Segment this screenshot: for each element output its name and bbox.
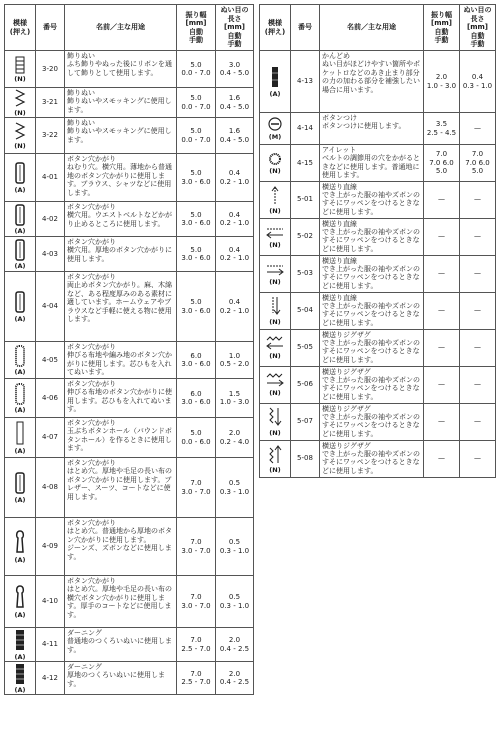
stitch-length: — <box>460 403 496 440</box>
pattern-cell <box>5 342 36 379</box>
stitch-length: 1.6 0.4 - 5.0 <box>216 88 254 118</box>
arrow-down-icon <box>260 296 290 318</box>
header-length: ぬい目の 長さ [mm] 自動 手動 <box>216 5 254 51</box>
stitch-number: 4-11 <box>36 628 65 662</box>
presser-foot-label: (A) <box>14 227 26 236</box>
stitch-width: — <box>424 440 460 477</box>
stitch-description: 横送りジグザグ でき上がった服の袖やズボンのすそにワッペンをつけるときなどに使用します。 <box>320 329 424 366</box>
table-row <box>260 218 496 255</box>
table-row <box>5 458 254 518</box>
stitch-description: 横送り直線 でき上がった服の袖やズボンのすそにワッペンをつけるときなどに使用します。 <box>320 292 424 329</box>
presser-foot-label: (A) <box>14 406 26 415</box>
presser-foot-label: (A) <box>14 610 26 619</box>
stitch-description: ボタン穴かがり 横穴用。ウエストベルトなどかがり止めるところに使用します。 <box>65 202 177 237</box>
stitch-length: 7.0 7.0 6.0 5.0 <box>460 145 496 182</box>
stitch-number: 5-06 <box>291 366 320 403</box>
bartack-icon <box>260 66 290 90</box>
keyhole-icon <box>5 585 35 611</box>
stitch-number: 3-22 <box>36 118 65 154</box>
presser-foot-label: (A) <box>14 262 26 271</box>
pattern-cell <box>260 145 291 182</box>
header-pattern: 模様 (押え) <box>260 5 291 51</box>
presser-foot-label: (N) <box>14 108 26 117</box>
stitch-description: ボタン穴かがり 伸びる布地や編み地のボタン穴かがりに使用します。芯ひもを入れてぬいます。 <box>65 342 177 379</box>
presser-foot-label: (A) <box>14 652 26 661</box>
arrow-left-icon <box>260 225 290 241</box>
stitch-description: ダーニング 厚地のつくろいぬいに使用します。 <box>65 662 177 695</box>
pattern-cell <box>5 518 36 576</box>
stitch-length: 0.4 0.2 - 1.0 <box>216 154 254 202</box>
buttonhole-icon <box>5 291 35 315</box>
table-row <box>260 403 496 440</box>
table-row <box>5 118 254 154</box>
stitch-description: 横送りジグザグ でき上がった服の袖やズボンのすそにワッペンをつけるときなどに使用します。 <box>320 403 424 440</box>
stitch-description: ボタン穴かがり はとめ穴。普通地から厚地のボタン穴かがりに使用します。 ジーンズ、ズボンなどに使用します。 <box>65 518 177 576</box>
table-row <box>5 628 254 662</box>
stitch-length: — <box>460 181 496 218</box>
presser-foot-label: (A) <box>14 555 26 564</box>
stitch-width: 5.0 3.0 - 6.0 <box>177 154 216 202</box>
stitch-length: — <box>460 329 496 366</box>
buttonhole-icon <box>5 162 35 186</box>
arrow-right-icon <box>260 262 290 278</box>
table-row <box>260 145 496 182</box>
stitch-number: 4-10 <box>36 576 65 628</box>
pattern-cell <box>5 662 36 695</box>
pattern-cell <box>5 88 36 118</box>
presser-foot-label: (A) <box>269 89 281 98</box>
presser-foot-label: (A) <box>14 446 26 455</box>
buttonhole-icon <box>5 472 35 496</box>
table-row <box>5 342 254 379</box>
header-name: 名前／主な用途 <box>65 5 177 51</box>
pattern-cell <box>5 628 36 662</box>
pattern-cell <box>260 181 291 218</box>
presser-foot-label: (A) <box>14 314 26 323</box>
stitch-description: 横送りジグザグ でき上がった服の袖やズボンのすそにワッペンをつけるときなどに使用します。 <box>320 366 424 403</box>
stitch-length: 0.4 0.2 - 1.0 <box>216 237 254 272</box>
stitch-width: 5.0 0.0 - 6.0 <box>177 418 216 458</box>
stitch-description: ボタンつけ ボタンつけに使用します。 <box>320 113 424 145</box>
presser-foot-label: (N) <box>269 277 281 286</box>
zig-right-icon <box>260 373 290 389</box>
stitch-length: — <box>460 366 496 403</box>
stitch-number: 3-20 <box>36 51 65 88</box>
stitch-number: 4-14 <box>291 113 320 145</box>
zigzag-icon <box>5 89 35 109</box>
stitch-number: 5-04 <box>291 292 320 329</box>
stitch-description: 横送り直線 でき上がった服の袖やズボンのすそにワッペンをつけるときなどに使用します。 <box>320 181 424 218</box>
presser-foot-label: (N) <box>269 206 281 215</box>
table-row <box>260 255 496 292</box>
table-row <box>5 662 254 695</box>
stitch-width: 7.0 2.5 - 7.0 <box>177 662 216 695</box>
table-row <box>260 181 496 218</box>
zig-left-icon <box>260 336 290 352</box>
header-pattern: 模様 (押え) <box>5 5 36 51</box>
pattern-cell <box>260 292 291 329</box>
stitch-description: 横送り直線 でき上がった服の袖やズボンのすそにワッペンをつけるときなどに使用します。 <box>320 218 424 255</box>
stitch-description: かんどめ ぬい目がほどけやすい箇所やポケットロなどのあき止まり部分の力の加わる部分を補強したい場合に用います。 <box>320 51 424 113</box>
stitch-width: 5.0 3.0 - 6.0 <box>177 237 216 272</box>
stitch-description: 横送り直線 でき上がった服の袖やズボンのすそにワッペンをつけるときなどに使用します。 <box>320 255 424 292</box>
zig-up-icon <box>260 444 290 466</box>
table-row <box>260 366 496 403</box>
stitch-number: 4-09 <box>36 518 65 576</box>
pattern-cell <box>5 379 36 418</box>
stitch-width: 6.0 3.0 - 6.0 <box>177 342 216 379</box>
presser-foot-label: (N) <box>269 465 281 474</box>
table-row <box>5 51 254 88</box>
stitch-number: 5-07 <box>291 403 320 440</box>
table-row <box>260 51 496 113</box>
stitch-number: 4-13 <box>291 51 320 113</box>
stitch-width: 2.0 1.0 - 3.0 <box>424 51 460 113</box>
presser-foot-label: (N) <box>14 75 26 84</box>
stitch-width: 5.0 3.0 - 6.0 <box>177 272 216 342</box>
stitch-number: 5-01 <box>291 181 320 218</box>
stitch-table-right <box>259 4 496 478</box>
stitch-number: 4-12 <box>36 662 65 695</box>
presser-foot-label: (N) <box>269 240 281 249</box>
darning-icon <box>5 663 35 687</box>
stitch-width: 5.0 0.0 - 7.0 <box>177 118 216 154</box>
stitch-length: 0.5 0.3 - 1.0 <box>216 458 254 518</box>
stitch-number: 5-02 <box>291 218 320 255</box>
stitch-width: 3.5 2.5 - 4.5 <box>424 113 460 145</box>
header-number: 番号 <box>291 5 320 51</box>
stitch-number: 4-15 <box>291 145 320 182</box>
table-row <box>5 154 254 202</box>
stitch-number: 4-02 <box>36 202 65 237</box>
pattern-cell <box>5 51 36 88</box>
presser-foot-label: (N) <box>269 167 281 176</box>
zigzag-icon <box>5 122 35 142</box>
stitch-number: 4-06 <box>36 379 65 418</box>
stitch-width: 7.0 2.5 - 7.0 <box>177 628 216 662</box>
stitch-length: 1.5 1.0 - 3.0 <box>216 379 254 418</box>
table-header-row <box>5 5 254 51</box>
stitch-description: ボタン穴かがり はとめ穴。厚地や毛足の長い布の横穴ボタン穴かがりに使用します。厚手のコートなどに使用します。 <box>65 576 177 628</box>
stitch-length: 0.5 0.3 - 1.0 <box>216 576 254 628</box>
stitch-description: ボタン穴かがり 横穴用。厚地のボタン穴かがりに使用します。 <box>65 237 177 272</box>
pattern-cell <box>5 458 36 518</box>
stitch-number: 5-05 <box>291 329 320 366</box>
stitch-length: 2.0 0.4 - 2.5 <box>216 662 254 695</box>
table-row <box>5 272 254 342</box>
stitch-length: 0.4 0.3 - 1.0 <box>460 51 496 113</box>
stitch-width: 7.0 3.0 - 7.0 <box>177 576 216 628</box>
stitch-description: ボタン穴かがり 両止めボタン穴かがり。麻、木綿など、ある程度厚みのある素材に適しています。ホームウェアやブラウスなど手軽に使える物に使用します。 <box>65 272 177 342</box>
stitch-number: 4-01 <box>36 154 65 202</box>
stitch-width: 7.0 3.0 - 7.0 <box>177 518 216 576</box>
table-row <box>5 202 254 237</box>
arrow-up-icon <box>260 185 290 207</box>
stitch-number: 4-04 <box>36 272 65 342</box>
satin-icon <box>5 345 35 369</box>
pattern-cell <box>5 576 36 628</box>
presser-foot-label: (N) <box>269 351 281 360</box>
stitch-width: 6.0 3.0 - 6.0 <box>177 379 216 418</box>
table-row <box>260 292 496 329</box>
table-header-row <box>260 5 496 51</box>
buttonhole-icon <box>5 239 35 263</box>
pattern-cell <box>5 202 36 237</box>
stitch-number: 4-08 <box>36 458 65 518</box>
stitch-length: 1.6 0.4 - 5.0 <box>216 118 254 154</box>
stitch-number: 5-03 <box>291 255 320 292</box>
stitch-table-left <box>4 4 254 695</box>
presser-foot-label: (N) <box>269 388 281 397</box>
stitch-length: — <box>460 292 496 329</box>
header-length: ぬい目の 長さ [mm] 自動 手動 <box>460 5 496 51</box>
presser-foot-label: (N) <box>269 428 281 437</box>
table-row <box>5 379 254 418</box>
buttonhole-icon <box>5 204 35 228</box>
header-number: 番号 <box>36 5 65 51</box>
bar-icon <box>5 56 35 76</box>
header-name: 名前／主な用途 <box>320 5 424 51</box>
stitch-description: 飾りぬい 飾りぬいやスモッキングに使用します。 <box>65 88 177 118</box>
stitch-width: 7.0 3.0 - 7.0 <box>177 458 216 518</box>
pattern-cell <box>5 154 36 202</box>
stitch-width: 7.0 7.0 6.0 5.0 <box>424 145 460 182</box>
table-row <box>5 576 254 628</box>
pattern-cell <box>5 118 36 154</box>
stitch-length: 2.0 0.4 - 2.5 <box>216 628 254 662</box>
table-row <box>5 518 254 576</box>
pattern-cell <box>260 440 291 477</box>
stitch-number: 4-03 <box>36 237 65 272</box>
eyelet-icon <box>260 152 290 168</box>
presser-foot-label: (A) <box>14 368 26 377</box>
table-row <box>5 237 254 272</box>
table-row <box>260 440 496 477</box>
stitch-width: — <box>424 218 460 255</box>
table-row <box>5 418 254 458</box>
stitch-description: 飾りぬい ふち飾りやぬった後にリボンを通して飾りとして使用します。 <box>65 51 177 88</box>
stitch-description: 飾りぬい 飾りぬいやスモッキングに使用します。 <box>65 118 177 154</box>
stitch-width: — <box>424 255 460 292</box>
presser-foot-label: (A) <box>14 686 26 695</box>
pattern-cell <box>5 237 36 272</box>
pattern-cell <box>5 272 36 342</box>
stitch-description: ダーニング 普通地のつくろいぬいに使用します。 <box>65 628 177 662</box>
stitch-number: 4-07 <box>36 418 65 458</box>
table-row <box>5 88 254 118</box>
presser-foot-label: (N) <box>14 141 26 150</box>
stitch-description: ボタン穴かがり はとめ穴。厚地や毛足の長い布のボタン穴かがりに使用します。ブレザー、スーツ、コートなどに使用します。 <box>65 458 177 518</box>
pattern-cell <box>260 403 291 440</box>
satin-icon <box>5 383 35 407</box>
stitch-length: — <box>460 440 496 477</box>
stitch-length: 1.0 0.5 - 2.0 <box>216 342 254 379</box>
pattern-cell <box>260 255 291 292</box>
header-width: 振り幅 [mm] 自動 手動 <box>424 5 460 51</box>
stitch-length: 0.4 0.2 - 1.0 <box>216 272 254 342</box>
pattern-cell <box>260 218 291 255</box>
stitch-width: — <box>424 292 460 329</box>
stitch-number: 5-08 <box>291 440 320 477</box>
stitch-width: — <box>424 329 460 366</box>
stitch-length: 2.0 0.2 - 4.0 <box>216 418 254 458</box>
darning-icon <box>5 629 35 653</box>
stitch-length: 3.0 0.4 - 5.0 <box>216 51 254 88</box>
stitch-width: — <box>424 366 460 403</box>
presser-foot-label: (M) <box>268 132 282 141</box>
pattern-cell <box>5 418 36 458</box>
stitch-length: 0.4 0.2 - 1.0 <box>216 202 254 237</box>
stitch-number: 4-05 <box>36 342 65 379</box>
stitch-width: — <box>424 403 460 440</box>
pattern-cell <box>260 329 291 366</box>
header-width: 振り幅 [mm] 自動 手動 <box>177 5 216 51</box>
stitch-description: ボタン穴かがり 玉ぶちボタンホール（バウンドボタンホール）を作るときに使用します。 <box>65 418 177 458</box>
button-sew-icon <box>260 117 290 133</box>
stitch-length: — <box>460 255 496 292</box>
zig-down-icon <box>260 407 290 429</box>
pattern-cell <box>260 51 291 113</box>
stitch-width: 5.0 0.0 - 7.0 <box>177 88 216 118</box>
stitch-description: アイレット ベルトの調節用の穴をかがるときなどに使用します。普通地に使用します。 <box>320 145 424 182</box>
stitch-description: 横送りジグザグ でき上がった服の袖やズボンのすそにワッペンをつけるときなどに使用します。 <box>320 440 424 477</box>
stitch-description: ボタン穴かがり ねむり穴。横穴用。薄地から普通地のボタン穴かがりに使用します。ブラウス、シャツなどに使用します。 <box>65 154 177 202</box>
presser-foot-label: (A) <box>14 495 26 504</box>
rect-icon <box>5 421 35 447</box>
stitch-length: 0.5 0.3 - 1.0 <box>216 518 254 576</box>
keyhole-icon <box>5 530 35 556</box>
presser-foot-label: (A) <box>14 185 26 194</box>
stitch-length: — <box>460 218 496 255</box>
stitch-width: 5.0 0.0 - 7.0 <box>177 51 216 88</box>
pattern-cell <box>260 113 291 145</box>
table-row <box>260 329 496 366</box>
pattern-cell <box>260 366 291 403</box>
stitch-width: 5.0 3.0 - 6.0 <box>177 202 216 237</box>
stitch-description: ボタン穴かがり 伸びる布地のボタン穴かがりに使用します。芯ひもを入れてぬいます。 <box>65 379 177 418</box>
stitch-number: 3-21 <box>36 88 65 118</box>
stitch-length: — <box>460 113 496 145</box>
table-row <box>260 113 496 145</box>
stitch-width: — <box>424 181 460 218</box>
presser-foot-label: (N) <box>269 317 281 326</box>
